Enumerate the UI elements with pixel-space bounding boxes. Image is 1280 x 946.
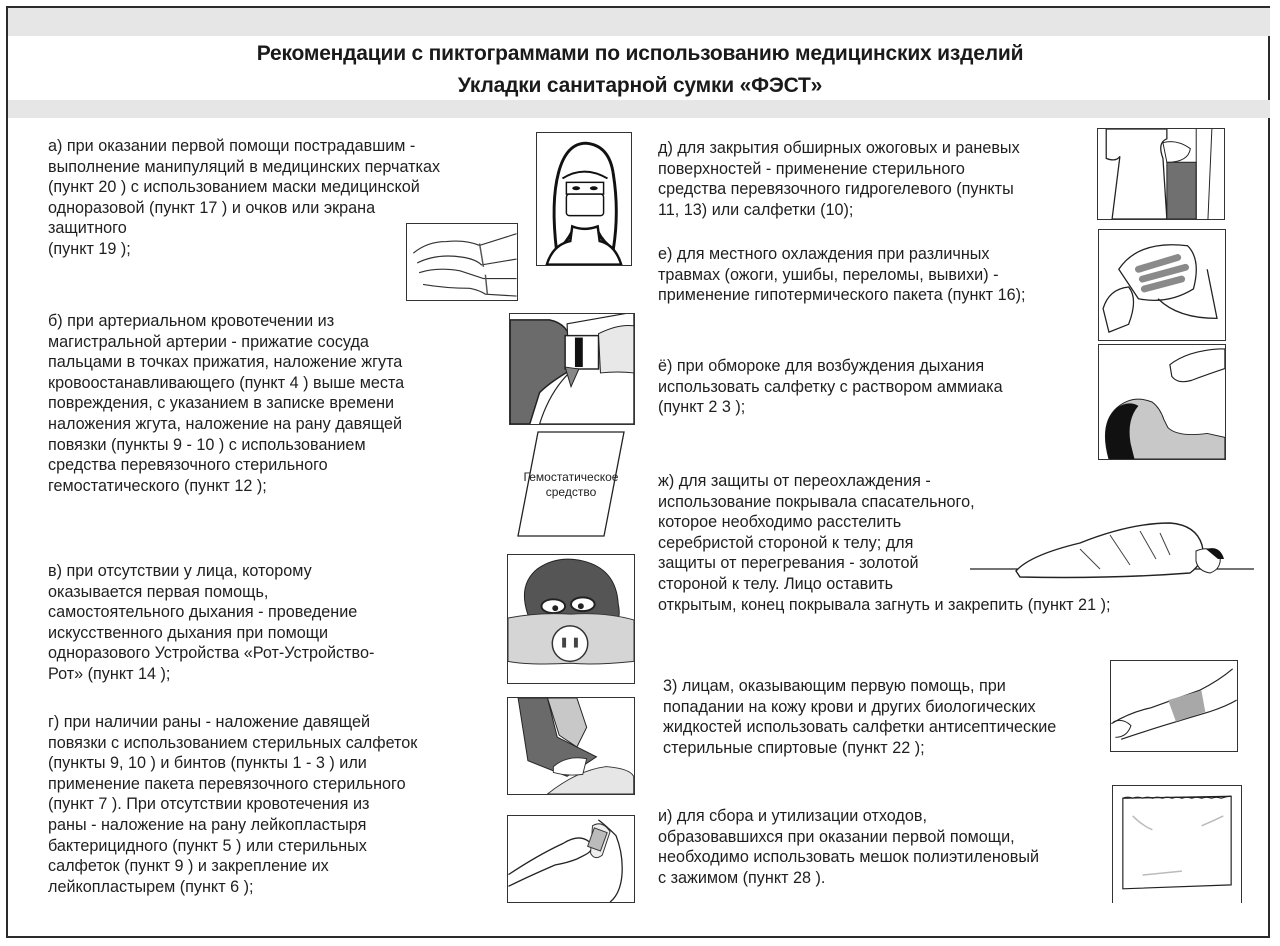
recommendation-a: а) при оказании первой помощи пострадавшим - выполнение манипуляций в медицинских перчатках (пункт 20 ) с использованием маски медицинской одноразовой (пункт 17 ) и очков или экрана защитного (пункт 19 );: [48, 137, 441, 258]
page-subtitle: Укладки санитарной сумки «ФЭСТ»: [457, 74, 823, 97]
waste-bag-icon: [1112, 785, 1242, 903]
rescue-breathing-icon: [507, 554, 635, 684]
gloved-hands-icon: [406, 223, 518, 301]
page-title: Рекомендации с пиктограммами по использованию медицинских изделий: [256, 42, 1024, 65]
recommendation-i: и) для сбора и утилизации отходов, образовавшихся при оказании первой помощи, необходимо использовать мешок полиэтиленовый с зажимом (пункт 28 ).: [658, 807, 1040, 887]
ammonia-wipe-icon: [1098, 344, 1226, 460]
header-band-top: [8, 8, 1270, 36]
pressure-bandage-icon: [507, 697, 635, 795]
hemostatic-pad-label: Гемостатическое средство: [523, 470, 619, 499]
rescue-blanket-icon: [970, 515, 1254, 579]
recommendation-e: е) для местного охлаждения при различных травмах (ожоги, ушибы, переломы, вывихи) - применение гипотермического пакета (пункт 16);: [658, 245, 1026, 305]
tourniquet-icon: [509, 313, 635, 425]
recommendation-g: г) при наличии раны - наложение давящей повязки с использованием стерильных салфеток (пункты 9, 10 ) и бинтов (пункты 1 - 3 ) или применение пакета перевязочного стерильного (пункт 7 ). При отсутствии кровотечения из раны - наложение на рану лейкопластыря бактерицидного (пункт 5 ) или стерильных салфеток (пункт 9 ) и закрепление их лейкопластырем (пункт 6 );: [48, 713, 418, 896]
burn-dressing-icon: [1097, 128, 1225, 220]
face-mask-icon: [536, 132, 632, 266]
antiseptic-wipe-icon: [1110, 660, 1238, 752]
cold-pack-icon: [1098, 229, 1226, 341]
header-band-bottom: [8, 100, 1270, 118]
recommendation-b: б) при артериальном кровотечении из магистральной артерии - прижатие сосуда пальцами в точках прижатия, наложение жгута кровоостанавливающего (пункт 4 ) выше места повреждения, с указанием в записке времени наложения жгута, наложение на рану давящей повязки (пункты 9 - 10 ) с использованием средства перевязочного стерильного гемостатического (пункт 12 );: [48, 312, 405, 495]
recommendation-v: в) при отсутствии у лица, которому оказывается первая помощь, самостоятельного дыхания - проведение искусственного дыхания при помощи одноразового Устройства «Рот-Устройство- Рот» (пункт 14 );: [48, 562, 375, 683]
recommendation-yo: ё) при обмороке для возбуждения дыхания использовать салфетку с раствором аммиака (пункт 2 3 );: [658, 357, 1003, 417]
recommendation-zh: ж) для защиты от переохлаждения - использование покрывала спасательного, которое необходимо расстелить серебристой стороной к телу; для защиты от перегревания - золотой стороной к телу. Лицо оставить открытым, конец покрывала загнуть и закрепить (пункт 21 );: [658, 472, 1111, 614]
recommendation-d: д) для закрытия обширных ожоговых и раневых поверхностей - применение стерильного средства перевязочного гидрогелевого (пункты 11, 13) или салфетки (10);: [658, 139, 1020, 219]
adhesive-plaster-icon: [507, 815, 635, 903]
hemostatic-pad-icon: [516, 430, 626, 538]
recommendation-z: 3) лицам, оказывающим первую помощь, при попадании на кожу крови и других биологических жидкостей использовать салфетки антисептические стерильные спиртовые (пункт 22 );: [663, 677, 1057, 757]
